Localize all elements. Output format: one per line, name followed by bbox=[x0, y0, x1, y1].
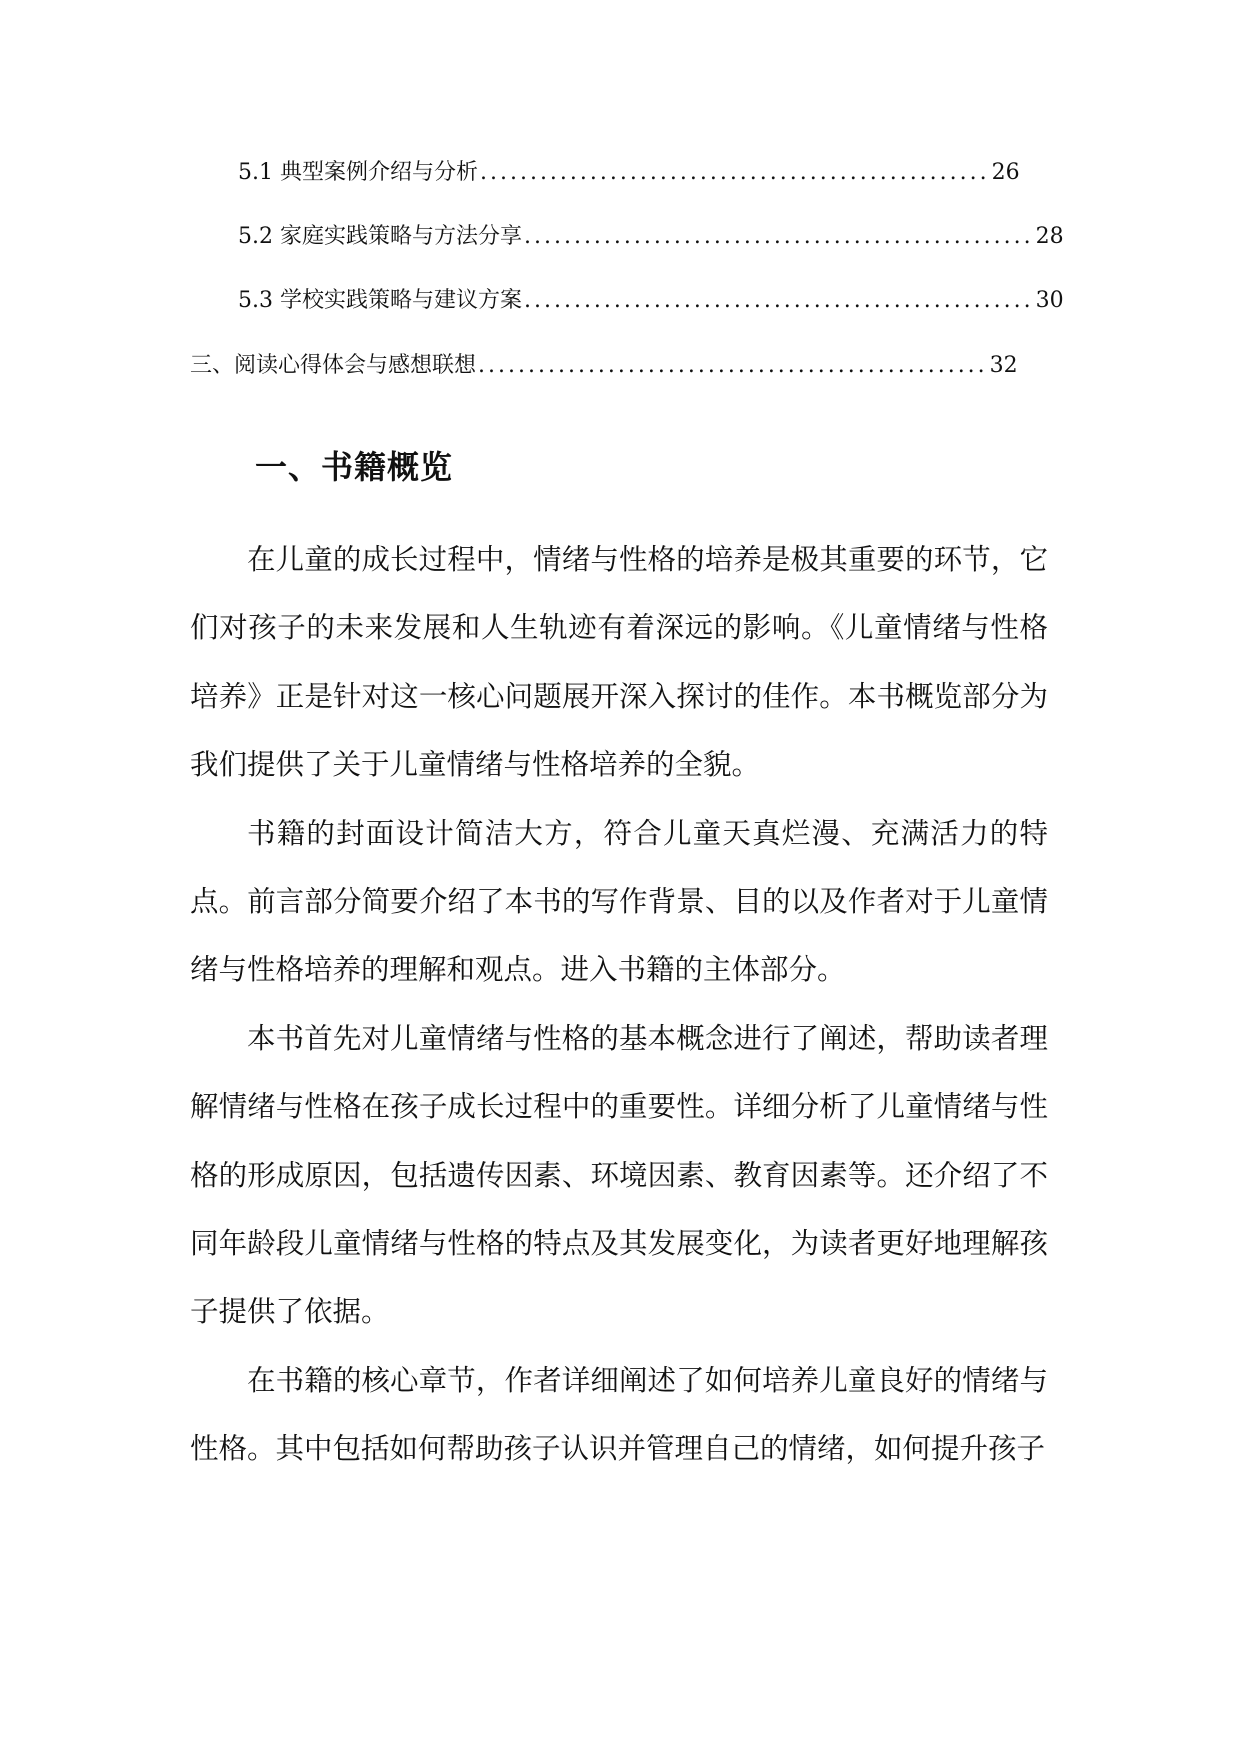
toc-entry-title: 三、阅读心得体会与感想联想 bbox=[190, 353, 477, 378]
toc-leader-dots: ................................................... bbox=[478, 353, 988, 378]
toc-leader-dots: ................................................... bbox=[479, 160, 990, 185]
toc-entry[interactable] bbox=[238, 219, 1064, 250]
body-paragraph: 本书首先对儿童情绪与性格的基本概念进行了阐述，帮助读者理解情绪与性格在孩子成长过程中的重要性。详细分析了儿童情绪与性格的形成原因，包括遗传因素、环境因素、教育因素等。还介绍了不同年龄段儿童情绪与性格的特点及其发展变化，为读者更好地理解孩子提供了依据。 bbox=[190, 1021, 1048, 1329]
toc-entry-title: 5.2 家庭实践策略与方法分享 bbox=[238, 224, 522, 249]
toc-entry-page: 28 bbox=[1035, 224, 1064, 249]
toc-entry[interactable] bbox=[238, 155, 1020, 186]
toc-entry-title: 5.1 典型案例介绍与分析 bbox=[238, 160, 478, 185]
section-body bbox=[190, 526, 1048, 1484]
toc-entry-page: 26 bbox=[991, 160, 1020, 185]
body-paragraph: 在书籍的核心章节，作者详细阐述了如何培养儿童良好的情绪与性格。其中包括如何帮助孩子认识并管理自己的情绪，如何提升孩子 bbox=[190, 1363, 1048, 1466]
toc-entry[interactable] bbox=[238, 283, 1064, 314]
toc-entry-title: 5.3 学校实践策略与建议方案 bbox=[238, 288, 522, 313]
section-heading: 一、书籍概览 bbox=[255, 448, 454, 486]
toc-entry[interactable] bbox=[190, 348, 1018, 379]
toc-leader-dots: ................................................... bbox=[523, 288, 1034, 313]
toc-entry-page: 32 bbox=[989, 353, 1018, 378]
body-paragraph: 在儿童的成长过程中，情绪与性格的培养是极其重要的环节，它们对孩子的未来发展和人生轨迹有着深远的影响。《儿童情绪与性格培养》正是针对这一核心问题展开深入探讨的佳作。本书概览部分为我们提供了关于儿童情绪与性格培养的全貌。 bbox=[190, 543, 1048, 782]
toc-entry-page: 30 bbox=[1035, 288, 1064, 313]
body-paragraph: 书籍的封面设计简洁大方，符合儿童天真烂漫、充满活力的特点。前言部分简要介绍了本书的写作背景、目的以及作者对于儿童情绪与性格培养的理解和观点。进入书籍的主体部分。 bbox=[190, 816, 1048, 987]
toc-leader-dots: ................................................... bbox=[523, 224, 1034, 249]
